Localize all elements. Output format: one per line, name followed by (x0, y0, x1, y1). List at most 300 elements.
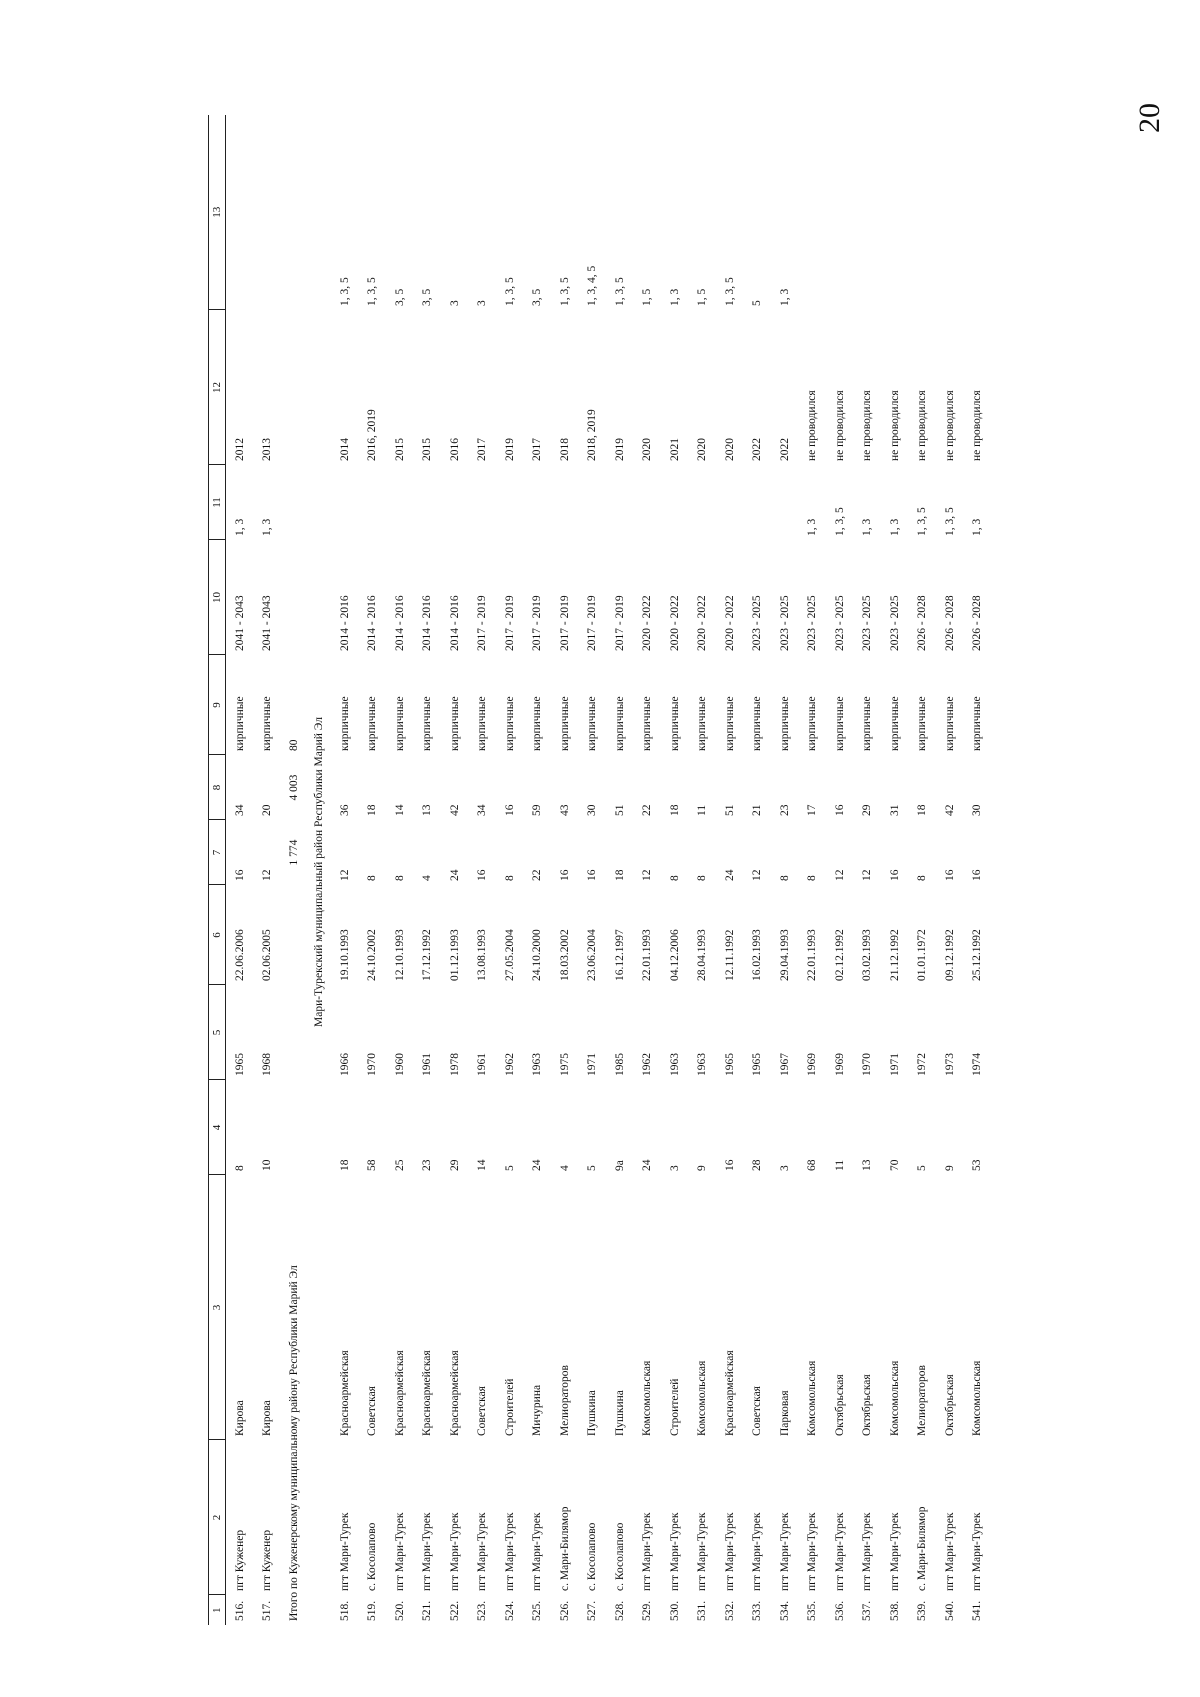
house-cell: 5 (586, 1165, 599, 1171)
period-cell: 2023 - 2025 (833, 595, 846, 651)
works-cell: 1, 3 (778, 288, 791, 306)
year-done-cell: 2017 (531, 438, 544, 461)
value-cell-8: 43 (558, 804, 571, 816)
column-number: 2 (209, 1440, 226, 1595)
table-row (744, 115, 772, 1625)
column-number: 10 (209, 540, 226, 655)
settlement-cell: пгт Мари-Турек (861, 1512, 874, 1591)
works-cell: 1, 3 (668, 288, 681, 306)
house-cell: 24 (641, 1159, 654, 1171)
street-cell: Советская (476, 1386, 489, 1436)
row-number: 530. (668, 1600, 681, 1621)
year-done-cell: 2021 (668, 438, 681, 461)
row-number: 525. (531, 1600, 544, 1621)
settlement-cell: пгт Мари-Турек (778, 1512, 791, 1591)
row-number: 536. (833, 1600, 846, 1621)
house-cell: 70 (888, 1159, 901, 1171)
house-cell: 53 (971, 1159, 984, 1171)
value-cell-8: 21 (751, 804, 764, 816)
date-cell: 22.01.1993 (806, 929, 819, 981)
house-cell: 16 (723, 1159, 736, 1171)
table-row (359, 115, 387, 1625)
table-row (909, 115, 937, 1625)
street-cell: Комсомольская (971, 1360, 984, 1436)
street-cell: Пушкина (613, 1390, 626, 1436)
date-cell: 24.10.2002 (366, 929, 379, 981)
services-cell: 1, 3 (861, 518, 874, 536)
period-cell: 2023 - 2025 (778, 595, 791, 651)
settlement-cell: пгт Мари-Турек (751, 1512, 764, 1591)
street-cell: Комсомольская (888, 1360, 901, 1436)
street-cell: Октябрьская (861, 1374, 874, 1436)
row-number: 537. (861, 1600, 874, 1621)
material-cell: кирпичные (476, 696, 489, 751)
works-cell (854, 115, 882, 310)
period-cell: 2017 - 2019 (476, 595, 489, 651)
settlement-cell: пгт Мари-Турек (971, 1512, 984, 1591)
value-cell-8: 16 (503, 804, 516, 816)
period-cell: 2014 - 2016 (421, 595, 434, 651)
row-number: 532. (723, 1600, 736, 1621)
year-built-cell: 1961 (476, 1053, 489, 1076)
date-cell: 02.06.2005 (261, 929, 274, 981)
year-built-cell: 1985 (613, 1053, 626, 1076)
house-cell: 18 (338, 1159, 351, 1171)
year-built-cell: 1969 (833, 1053, 846, 1076)
row-number: 524. (503, 1600, 516, 1621)
works-cell: 3, 5 (393, 288, 406, 306)
date-cell: 17.12.1992 (421, 929, 434, 981)
settlement-cell: пгт Куженер (233, 1529, 246, 1591)
house-cell: 9 (696, 1165, 709, 1171)
material-cell: кирпичные (861, 696, 874, 751)
settlement-cell: пгт Мари-Турек (421, 1512, 434, 1591)
year-done-cell: 2018, 2019 (586, 409, 599, 461)
works-cell: 3 (448, 300, 461, 306)
year-built-cell: 1971 (586, 1053, 599, 1076)
row-number: 527. (586, 1600, 599, 1621)
value-cell-7: 4 (421, 875, 434, 881)
date-cell: 18.03.2002 (558, 929, 571, 981)
period-cell: 2020 - 2022 (668, 595, 681, 651)
column-number: 9 (209, 655, 226, 755)
value-cell-8: 13 (421, 804, 434, 816)
services-cell: 1, 3 (233, 518, 246, 536)
year-built-cell: 1960 (393, 1053, 406, 1076)
street-cell: Пушкина (586, 1390, 599, 1436)
value-cell-7: 12 (261, 869, 274, 881)
material-cell: кирпичные (971, 696, 984, 751)
works-cell: 1, 3, 5 (338, 277, 351, 306)
services-cell (689, 465, 717, 540)
year-built-cell: 1970 (366, 1053, 379, 1076)
year-built-cell: 1967 (778, 1053, 791, 1076)
table-row (414, 115, 442, 1625)
street-cell: Красноармейская (338, 1350, 351, 1436)
settlement-cell: с. Косолапово (586, 1522, 599, 1591)
column-number: 12 (209, 310, 226, 465)
settlement-cell: пгт Мари-Турек (888, 1512, 901, 1591)
value-cell-7: 12 (641, 869, 654, 881)
house-cell: 10 (261, 1159, 274, 1171)
value-cell-8: 17 (806, 804, 819, 816)
settlement-cell: пгт Мари-Турек (806, 1512, 819, 1591)
value-cell-8: 16 (833, 804, 846, 816)
section-row (306, 115, 331, 1625)
services-cell (771, 465, 799, 540)
material-cell: кирпичные (751, 696, 764, 751)
house-cell: 9а (613, 1160, 626, 1171)
settlement-cell: пгт Мари-Турек (696, 1512, 709, 1591)
date-cell: 22.06.2006 (233, 929, 246, 981)
column-number: 4 (209, 1080, 226, 1175)
year-done-cell: 2012 (233, 438, 246, 461)
works-cell: 1, 5 (641, 288, 654, 306)
material-cell: кирпичные (806, 696, 819, 751)
street-cell: Советская (751, 1386, 764, 1436)
period-cell: 2023 - 2025 (751, 595, 764, 651)
row-number: 535. (806, 1600, 819, 1621)
services-cell (441, 465, 469, 540)
period-cell: 2014 - 2016 (393, 595, 406, 651)
material-cell: кирпичные (233, 696, 246, 751)
year-built-cell: 1970 (861, 1053, 874, 1076)
street-cell: Комсомольская (806, 1360, 819, 1436)
row-number: 528. (613, 1600, 626, 1621)
value-cell-7: 12 (861, 869, 874, 881)
total-row (281, 115, 306, 1625)
street-cell: Советская (366, 1386, 379, 1436)
page-number: 20 (1133, 103, 1166, 133)
material-cell: кирпичные (421, 696, 434, 751)
works-cell (799, 115, 827, 310)
material-cell: кирпичные (261, 696, 274, 751)
value-cell-7: 8 (778, 875, 791, 881)
services-cell (496, 465, 524, 540)
value-cell-8: 23 (778, 804, 791, 816)
house-cell: 5 (916, 1165, 929, 1171)
date-cell: 02.12.1992 (833, 929, 846, 981)
works-cell (964, 115, 992, 310)
period-cell: 2041 - 2043 (233, 595, 246, 651)
works-cell (226, 115, 254, 310)
table-row (606, 115, 634, 1625)
works-cell (936, 115, 964, 310)
house-cell: 68 (806, 1159, 819, 1171)
street-cell: Кирова (233, 1400, 246, 1436)
table-row (551, 115, 579, 1625)
settlement-cell: с. Мари-Билямор (558, 1506, 571, 1591)
period-cell: 2026 - 2028 (971, 595, 984, 651)
date-cell: 23.06.2004 (586, 929, 599, 981)
street-cell: Мелиораторов (916, 1365, 929, 1436)
year-done-cell: 2020 (723, 438, 736, 461)
row-number: 540. (943, 1600, 956, 1621)
row-number: 517. (261, 1600, 274, 1621)
value-cell-8: 18 (668, 804, 681, 816)
value-cell-8: 20 (261, 804, 274, 816)
street-cell: Мичурина (531, 1384, 544, 1436)
table-row (496, 115, 524, 1625)
works-cell: 1, 3, 4, 5 (586, 265, 599, 306)
street-cell: Красноармейская (723, 1350, 736, 1436)
house-cell: 3 (778, 1165, 791, 1171)
date-cell: 13.08.1993 (476, 929, 489, 981)
settlement-cell: с. Мари-Билямор (916, 1506, 929, 1591)
street-cell: Строителей (503, 1378, 516, 1436)
year-done-cell: 2014 (338, 438, 351, 461)
works-cell: 1, 3, 5 (366, 277, 379, 306)
material-cell: кирпичные (833, 696, 846, 751)
house-cell: 3 (668, 1165, 681, 1171)
works-cell: 3, 5 (421, 288, 434, 306)
year-built-cell: 1971 (888, 1053, 901, 1076)
table-row (579, 115, 607, 1625)
house-cell: 58 (366, 1159, 379, 1171)
services-cell: 1, 3 (971, 518, 984, 536)
works-cell: 1, 3, 5 (613, 277, 626, 306)
table-row (469, 115, 497, 1625)
table-row (716, 115, 744, 1625)
period-cell: 2026 - 2028 (943, 595, 956, 651)
table-row (441, 115, 469, 1625)
year-done-cell: 2016 (448, 438, 461, 461)
period-cell: 2014 - 2016 (338, 595, 351, 651)
period-cell: 2014 - 2016 (366, 595, 379, 651)
housing-register-table (208, 115, 991, 1625)
value-cell-8: 22 (641, 804, 654, 816)
value-cell-8: 30 (586, 804, 599, 816)
column-number: 5 (209, 985, 226, 1080)
year-done-cell: не проводился (806, 390, 819, 461)
street-cell: Комсомольская (696, 1360, 709, 1436)
period-cell: 2017 - 2019 (586, 595, 599, 651)
table-row (524, 115, 552, 1625)
value-cell-7: 12 (751, 869, 764, 881)
works-cell: 3, 5 (531, 288, 544, 306)
house-cell: 23 (421, 1159, 434, 1171)
period-cell: 2023 - 2025 (861, 595, 874, 651)
value-cell-7: 8 (916, 875, 929, 881)
value-cell-7: 8 (393, 875, 406, 881)
row-number: 519. (366, 1600, 379, 1621)
table-row (826, 115, 854, 1625)
total-block (281, 115, 331, 1625)
row-number: 516. (233, 1600, 246, 1621)
value-cell-7: 16 (971, 869, 984, 881)
settlement-cell: пгт Мари-Турек (833, 1512, 846, 1591)
house-cell: 4 (558, 1165, 571, 1171)
settlement-cell: пгт Мари-Турек (448, 1512, 461, 1591)
house-cell: 11 (833, 1159, 846, 1171)
date-cell: 24.10.2000 (531, 929, 544, 981)
value-cell-7: 8 (696, 875, 709, 881)
date-cell: 28.04.1993 (696, 929, 709, 981)
material-cell: кирпичные (558, 696, 571, 751)
value-cell-7: 22 (531, 869, 544, 881)
row-number: 538. (888, 1600, 901, 1621)
date-cell: 03.02.1993 (861, 929, 874, 981)
material-cell: кирпичные (366, 696, 379, 751)
value-cell-7: 18 (613, 869, 626, 881)
services-cell (716, 465, 744, 540)
works-cell: 1, 3, 5 (558, 277, 571, 306)
row-number: 531. (696, 1600, 709, 1621)
house-cell: 13 (861, 1159, 874, 1171)
works-cell (826, 115, 854, 310)
street-cell: Красноармейская (393, 1350, 406, 1436)
year-built-cell: 1961 (421, 1053, 434, 1076)
column-number: 1 (209, 1595, 226, 1625)
value-cell-7: 8 (503, 875, 516, 881)
year-built-cell: 1963 (531, 1053, 544, 1076)
year-built-cell: 1965 (751, 1053, 764, 1076)
value-cell-8: 59 (531, 804, 544, 816)
table-row (661, 115, 689, 1625)
works-cell (909, 115, 937, 310)
period-cell: 2023 - 2025 (806, 595, 819, 651)
house-cell: 8 (233, 1165, 246, 1171)
year-built-cell: 1965 (723, 1053, 736, 1076)
value-cell-7: 24 (723, 869, 736, 881)
services-cell (359, 465, 387, 540)
row-number: 539. (916, 1600, 929, 1621)
value-cell-8: 18 (916, 804, 929, 816)
period-cell: 2020 - 2022 (641, 595, 654, 651)
period-cell: 2017 - 2019 (558, 595, 571, 651)
date-cell: 01.01.1972 (916, 929, 929, 981)
date-cell: 21.12.1992 (888, 929, 901, 981)
column-number: 13 (209, 115, 226, 310)
table-row (386, 115, 414, 1625)
table-row (881, 115, 909, 1625)
row-number: 521. (421, 1600, 434, 1621)
services-cell (469, 465, 497, 540)
period-cell: 2026 - 2028 (916, 595, 929, 651)
settlement-cell: пгт Мари-Турек (943, 1512, 956, 1591)
value-cell-8: 30 (971, 804, 984, 816)
value-cell-8: 34 (476, 804, 489, 816)
date-cell: 16.02.1993 (751, 929, 764, 981)
year-built-cell: 1963 (668, 1053, 681, 1076)
table-row (254, 115, 282, 1625)
services-cell: 1, 3, 5 (833, 507, 846, 536)
material-cell: кирпичные (888, 696, 901, 751)
services-cell: 1, 3, 5 (916, 507, 929, 536)
value-cell-7: 12 (338, 869, 351, 881)
year-built-cell: 1972 (916, 1053, 929, 1076)
period-cell: 2020 - 2022 (723, 595, 736, 651)
year-built-cell: 1968 (261, 1053, 274, 1076)
material-cell: кирпичные (613, 696, 626, 751)
year-done-cell: 2020 (641, 438, 654, 461)
material-cell: кирпичные (338, 696, 351, 751)
column-number: 3 (209, 1175, 226, 1440)
year-built-cell: 1969 (806, 1053, 819, 1076)
column-number-row (209, 115, 226, 1625)
table-row (331, 115, 359, 1625)
year-done-cell: не проводился (916, 390, 929, 461)
house-cell: 25 (393, 1159, 406, 1171)
settlement-cell: пгт Мари-Турек (393, 1512, 406, 1591)
material-cell: кирпичные (943, 696, 956, 751)
services-cell (606, 465, 634, 540)
value-cell-8: 11 (696, 804, 709, 816)
year-done-cell: 2015 (393, 438, 406, 461)
material-cell: кирпичные (586, 696, 599, 751)
year-built-cell: 1962 (641, 1053, 654, 1076)
row-number: 522. (448, 1600, 461, 1621)
services-cell (634, 465, 662, 540)
street-cell: Комсомольская (641, 1360, 654, 1436)
value-cell-8: 42 (448, 804, 461, 816)
year-done-cell: не проводился (971, 390, 984, 461)
period-cell: 2017 - 2019 (613, 595, 626, 651)
value-cell-7: 16 (586, 869, 599, 881)
row-number: 529. (641, 1600, 654, 1621)
value-cell-8: 36 (338, 804, 351, 816)
period-cell: 2041 - 2043 (261, 595, 274, 651)
year-done-cell: 2022 (778, 438, 791, 461)
value-cell-8: 29 (861, 804, 874, 816)
table-row (226, 115, 254, 1625)
settlement-cell: пгт Мари-Турек (723, 1512, 736, 1591)
settlement-cell: пгт Мари-Турек (338, 1512, 351, 1591)
year-done-cell: 2020 (696, 438, 709, 461)
table-row (799, 115, 827, 1625)
services-cell (414, 465, 442, 540)
value-cell-8: 31 (888, 804, 901, 816)
services-cell: 1, 3, 5 (943, 507, 956, 536)
total-label: Итого по Куженерскому муниципальному району Республики Марий Эл (287, 1265, 300, 1621)
material-cell: кирпичные (778, 696, 791, 751)
settlement-cell: с. Косолапово (366, 1522, 379, 1591)
period-cell: 2014 - 2016 (448, 595, 461, 651)
value-cell-7: 16 (888, 869, 901, 881)
material-cell: кирпичные (393, 696, 406, 751)
year-done-cell: не проводился (943, 390, 956, 461)
column-number: 8 (209, 755, 226, 820)
services-cell (744, 465, 772, 540)
material-cell: кирпичные (448, 696, 461, 751)
value-cell-7: 8 (366, 875, 379, 881)
services-cell: 1, 3 (806, 518, 819, 536)
year-built-cell: 1963 (696, 1053, 709, 1076)
value-cell-8: 51 (613, 804, 626, 816)
services-cell: 1, 3 (261, 518, 274, 536)
date-cell: 22.01.1993 (641, 929, 654, 981)
works-cell (881, 115, 909, 310)
value-cell-7: 16 (558, 869, 571, 881)
date-cell: 27.05.2004 (503, 929, 516, 981)
date-cell: 16.12.1997 (613, 929, 626, 981)
row-number: 523. (476, 1600, 489, 1621)
services-cell (551, 465, 579, 540)
services-cell: 1, 3 (888, 518, 901, 536)
row-number: 526. (558, 1600, 571, 1621)
house-cell: 9 (943, 1165, 956, 1171)
year-done-cell: 2015 (421, 438, 434, 461)
house-cell: 24 (531, 1159, 544, 1171)
period-cell: 2020 - 2022 (696, 595, 709, 651)
table-row (634, 115, 662, 1625)
row-number: 518. (338, 1600, 351, 1621)
table-row (689, 115, 717, 1625)
settlement-cell: пгт Куженер (261, 1529, 274, 1591)
year-done-cell: 2018 (558, 438, 571, 461)
material-cell: кирпичные (723, 696, 736, 751)
value-cell-7: 8 (806, 875, 819, 881)
